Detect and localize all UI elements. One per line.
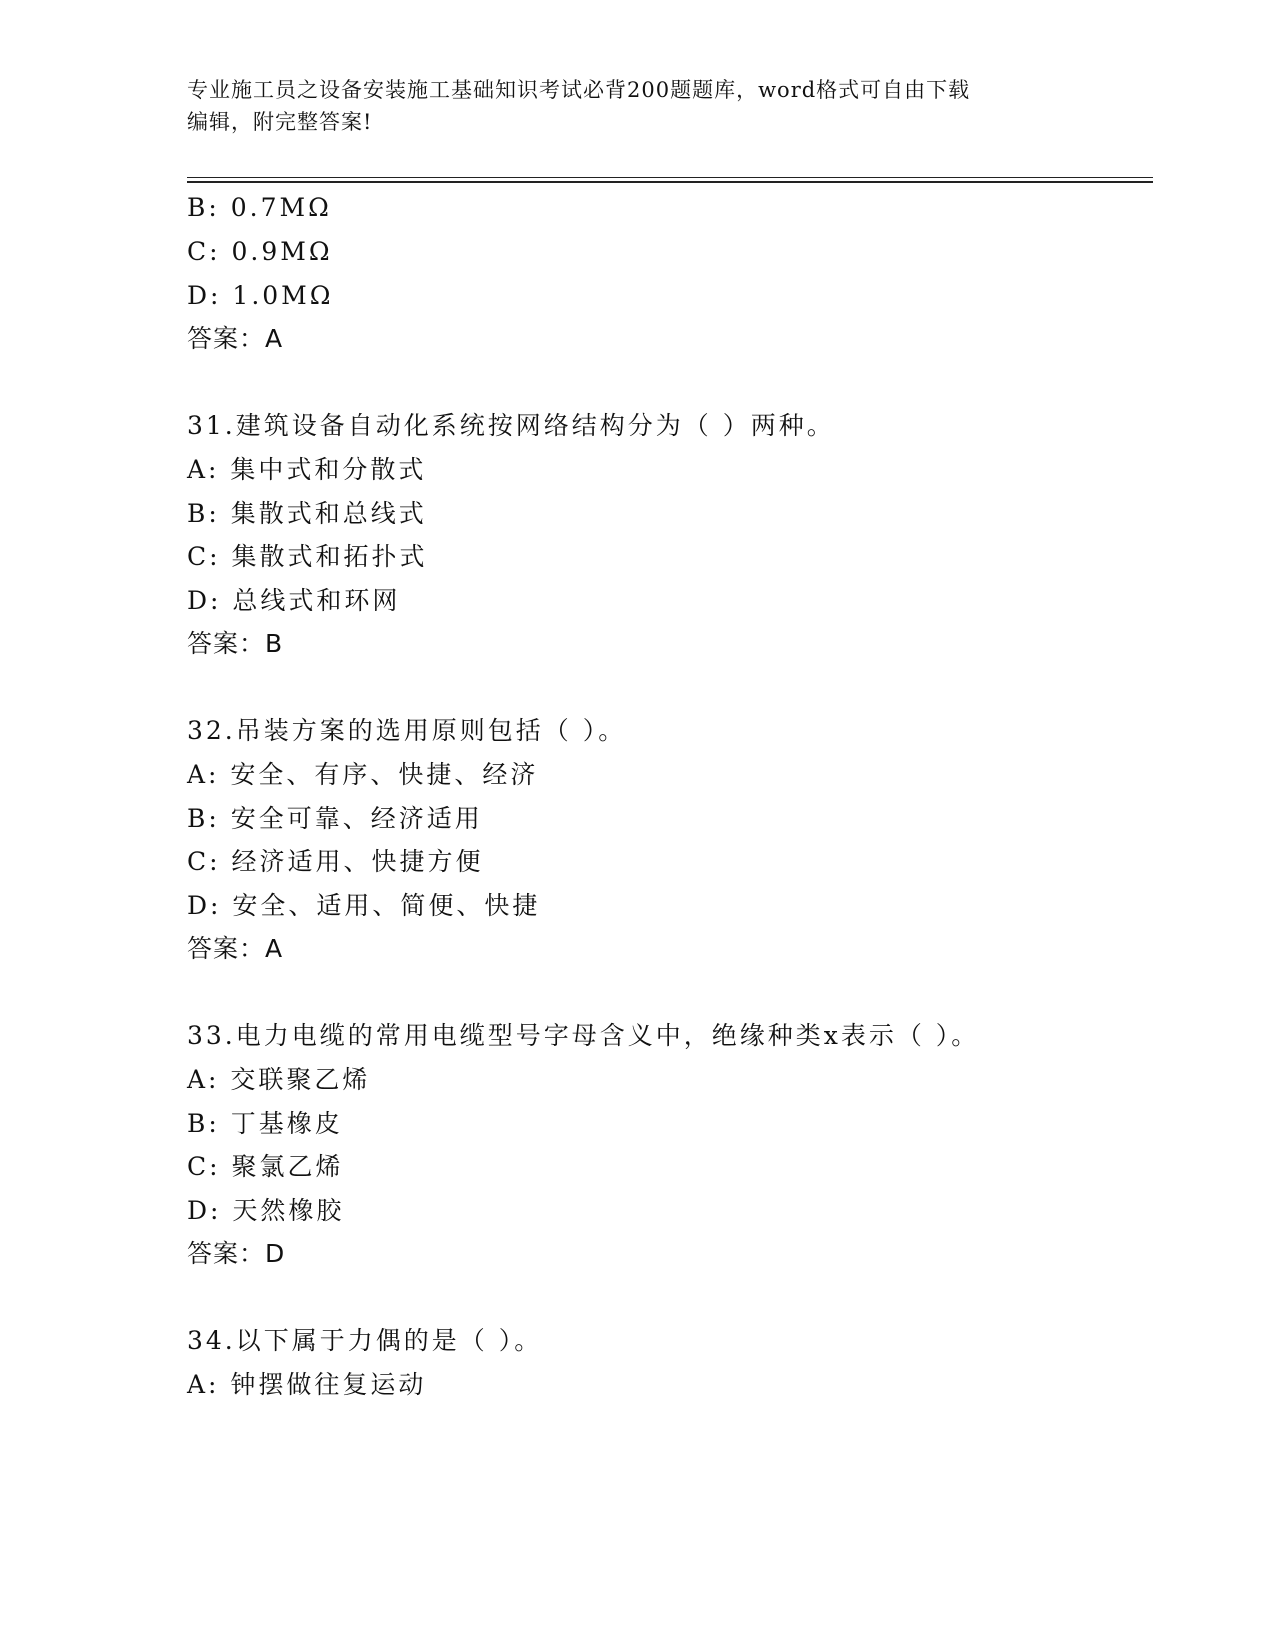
q34-option-a: A: 钟摆做往复运动 <box>187 1370 427 1399</box>
q31-option-c: C: 集散式和拓扑式 <box>187 542 428 571</box>
q33-option-b: B: 丁基橡皮 <box>187 1109 343 1138</box>
q33-stem: 33.电力电缆的常用电缆型号字母含义中，绝缘种类x表示（ ）。 <box>187 1021 980 1050</box>
q32-answer: 答案：A <box>187 934 284 963</box>
header-divider-thick <box>187 181 1153 183</box>
q33-answer: 答案：D <box>187 1239 286 1268</box>
q31-option-b: B: 集散式和总线式 <box>187 499 427 528</box>
q32-stem: 32.吊装方案的选用原则包括（ ）。 <box>187 716 627 745</box>
header-line-2: 编辑，附完整答案! <box>187 110 373 134</box>
q30-option-c: C: 0.9MΩ <box>187 237 333 266</box>
q32-option-d: D: 安全、适用、简便、快捷 <box>187 891 541 920</box>
header-line-1: 专业施工员之设备安装施工基础知识考试必背200题题库，word格式可自由下载 <box>187 78 971 102</box>
q30-option-b: B: 0.7MΩ <box>187 193 332 222</box>
q31-answer: 答案：B <box>187 629 284 658</box>
q31-option-a: A: 集中式和分散式 <box>187 455 427 484</box>
document-header <box>187 74 1087 138</box>
q31-option-d: D: 总线式和环网 <box>187 586 401 615</box>
q30-option-d: D: 1.0MΩ <box>187 281 334 310</box>
q33-option-c: C: 聚氯乙烯 <box>187 1152 344 1181</box>
q31-stem: 31.建筑设备自动化系统按网络结构分为（ ）两种。 <box>187 411 835 440</box>
q33-option-a: A: 交联聚乙烯 <box>187 1065 371 1094</box>
q34-stem: 34.以下属于力偶的是（ ）。 <box>187 1326 543 1355</box>
q30-answer: 答案：A <box>187 324 284 353</box>
q32-option-a: A: 安全、有序、快捷、经济 <box>187 760 539 789</box>
q32-option-b: B: 安全可靠、经济适用 <box>187 804 483 833</box>
q32-option-c: C: 经济适用、快捷方便 <box>187 847 484 876</box>
header-divider-thin <box>187 177 1153 178</box>
q33-option-d: D: 天然橡胶 <box>187 1196 345 1225</box>
